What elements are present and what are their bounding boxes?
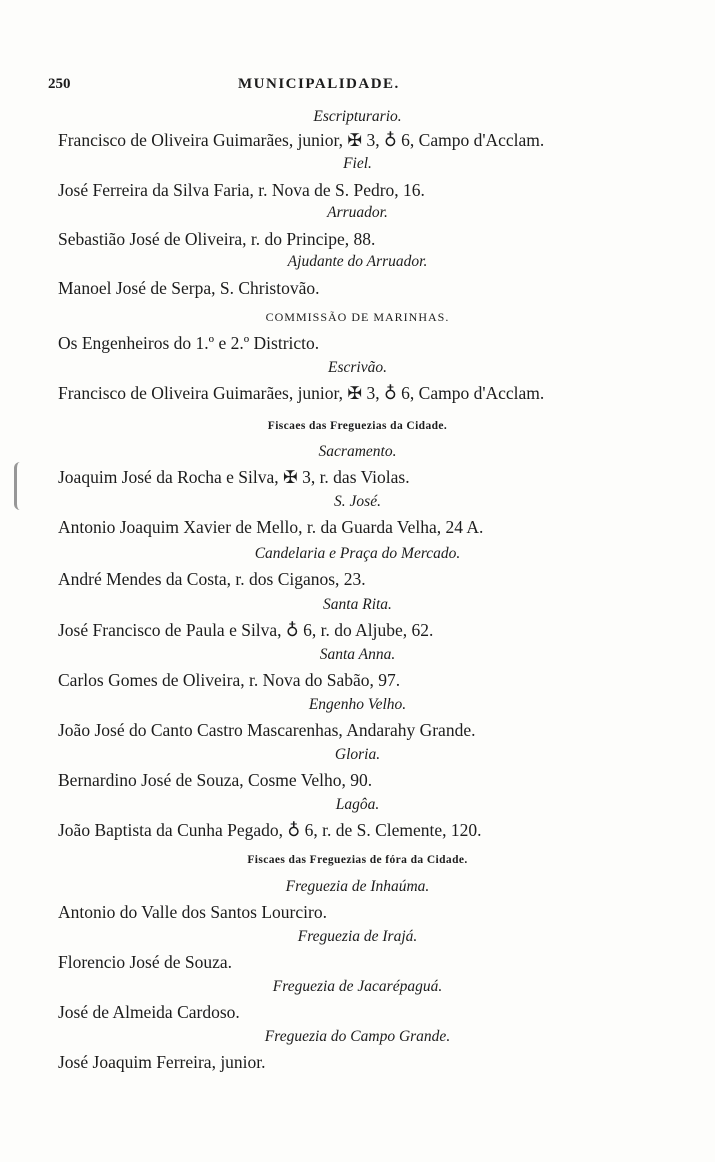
office-title: Fiel. <box>343 155 372 172</box>
office-title: Lagôa. <box>335 796 380 813</box>
office-title: Candelaria e Praça do Mercado. <box>254 545 461 562</box>
entry-line: Os Engenheiros do 1.º e 2.º Districto. <box>58 333 320 353</box>
page-number: 250 <box>48 76 71 92</box>
entry-line: Carlos Gomes de Oliveira, r. Nova do Sabão, 97. <box>58 670 401 690</box>
office-title: Arruador. <box>327 204 388 221</box>
section-heading: Fiscaes das Freguezias de fóra da Cidade. <box>247 854 468 866</box>
office-title: Escrivão. <box>328 359 387 376</box>
office-title: S. José. <box>334 493 381 510</box>
entry-line: Francisco de Oliveira Guimarães, junior, ✠ 3, ♁ 6, Campo d'Acclam. <box>58 383 545 403</box>
entry-line: Florencio José de Souza. <box>58 952 232 972</box>
office-title: Engenho Velho. <box>308 696 407 713</box>
entry-line: Antonio Joaquim Xavier de Mello, r. da Guarda Velha, 24 A. <box>58 517 484 537</box>
office-title: Sacramento. <box>318 443 397 460</box>
office-title: Freguezia de Irajá. <box>297 928 418 945</box>
office-title: Gloria. <box>334 746 381 763</box>
entry-line: André Mendes da Costa, r. dos Ciganos, 23. <box>58 569 366 589</box>
entry-line: José Ferreira da Silva Faria, r. Nova de S. Pedro, 16. <box>58 180 425 200</box>
office-title: Santa Anna. <box>319 646 396 663</box>
section-heading: Fiscaes das Freguezias da Cidade. <box>267 420 448 432</box>
entry-line: Manoel José de Serpa, S. Christovão. <box>58 278 320 298</box>
office-title: Freguezia do Campo Grande. <box>264 1028 451 1045</box>
entry-line: José Francisco de Paula e Silva, ♁ 6, r. do Aljube, 62. <box>58 620 434 640</box>
office-title: Freguezia de Inhaúma. <box>285 878 430 895</box>
entry-line: José de Almeida Cardoso. <box>58 1002 240 1022</box>
office-title: Freguezia de Jacarépaguá. <box>272 978 443 995</box>
entry-line: Antonio do Valle dos Santos Lourciro. <box>58 902 327 922</box>
entry-line: Bernardino José de Souza, Cosme Velho, 90. <box>58 770 373 790</box>
office-title: Escripturario. <box>313 108 402 125</box>
entry-line: José Joaquim Ferreira, junior. <box>58 1052 266 1072</box>
office-title: Santa Rita. <box>323 596 392 613</box>
running-title: MUNICIPALIDADE. <box>238 76 400 92</box>
entry-line: Francisco de Oliveira Guimarães, junior, ✠ 3, ♁ 6, Campo d'Acclam. <box>58 130 545 150</box>
entry-line: João Baptista da Cunha Pegado, ♁ 6, r. de S. Clemente, 120. <box>58 820 482 840</box>
entry-line: Joaquim José da Rocha e Silva, ✠ 3, r. das Violas. <box>58 467 410 487</box>
entry-line: João José do Canto Castro Mascarenhas, Andarahy Grande. <box>58 720 476 740</box>
entry-line: Sebastião José de Oliveira, r. do Principe, 88. <box>58 229 376 249</box>
office-title: Ajudante do Arruador. <box>287 253 428 270</box>
commission-heading: COMMISSÃO DE MARINHAS. <box>265 310 450 324</box>
